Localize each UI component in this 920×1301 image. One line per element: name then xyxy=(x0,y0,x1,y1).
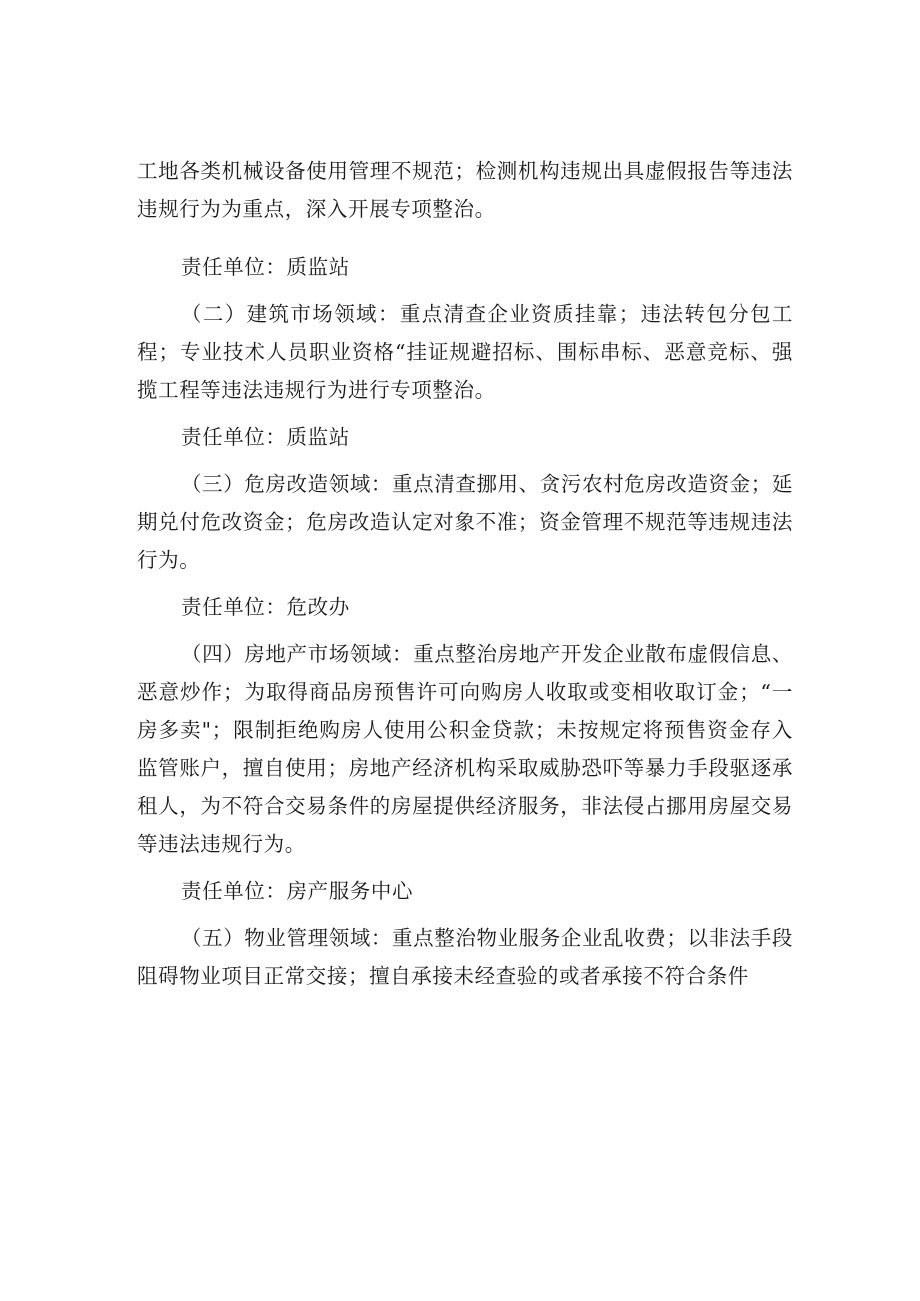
responsible-unit-line: 责任单位：房产服务中心 xyxy=(181,879,414,903)
document-body xyxy=(137,152,793,995)
responsible-unit-line: 责任单位：危改办 xyxy=(181,595,350,619)
section-property-management: （五）物业管理领域：重点整治物业服务企业乱收费；以非法手段阻碍物业项目正常交接；擅自承接未经查验的或者承接不符合条件 xyxy=(137,926,793,988)
responsible-unit-line: 责任单位：质监站 xyxy=(181,425,350,449)
section-real-estate-market: （四）房地产市场领域：重点整治房地产开发企业散布虚假信息、恶意炒作；为取得商品房预售许可向购房人收取或变相收取订金；“一房多卖"；限制拒绝购房人使用公积金贷款；未按规定将预售资金存入监管账户，擅自使用；房地产经济机构采取威胁恐吓等暴力手段驱逐承租人，为不符合交易条件的房屋提供经济服务，非法侵占挪用房屋交易等违法违规行为。 xyxy=(137,642,793,856)
section-dangerous-housing: （三）危房改造领域：重点清查挪用、贪污农村危房改造资金；延期兑付危改资金；危房改造认定对象不准；资金管理不规范等违规违法行为。 xyxy=(137,472,793,572)
responsible-unit-line: 责任单位：质监站 xyxy=(181,255,350,279)
paragraph-continuation: 工地各类机械设备使用管理不规范；检测机构违规出具虚假报告等违法违规行为为重点，深入开展专项整治。 xyxy=(137,159,793,221)
section-construction-market: （二）建筑市场领域：重点清查企业资质挂靠；违法转包分包工程；专业技术人员职业资格“挂证规避招标、围标串标、恶意竞标、强揽工程等违法违规行为进行专项整治。 xyxy=(137,302,793,402)
